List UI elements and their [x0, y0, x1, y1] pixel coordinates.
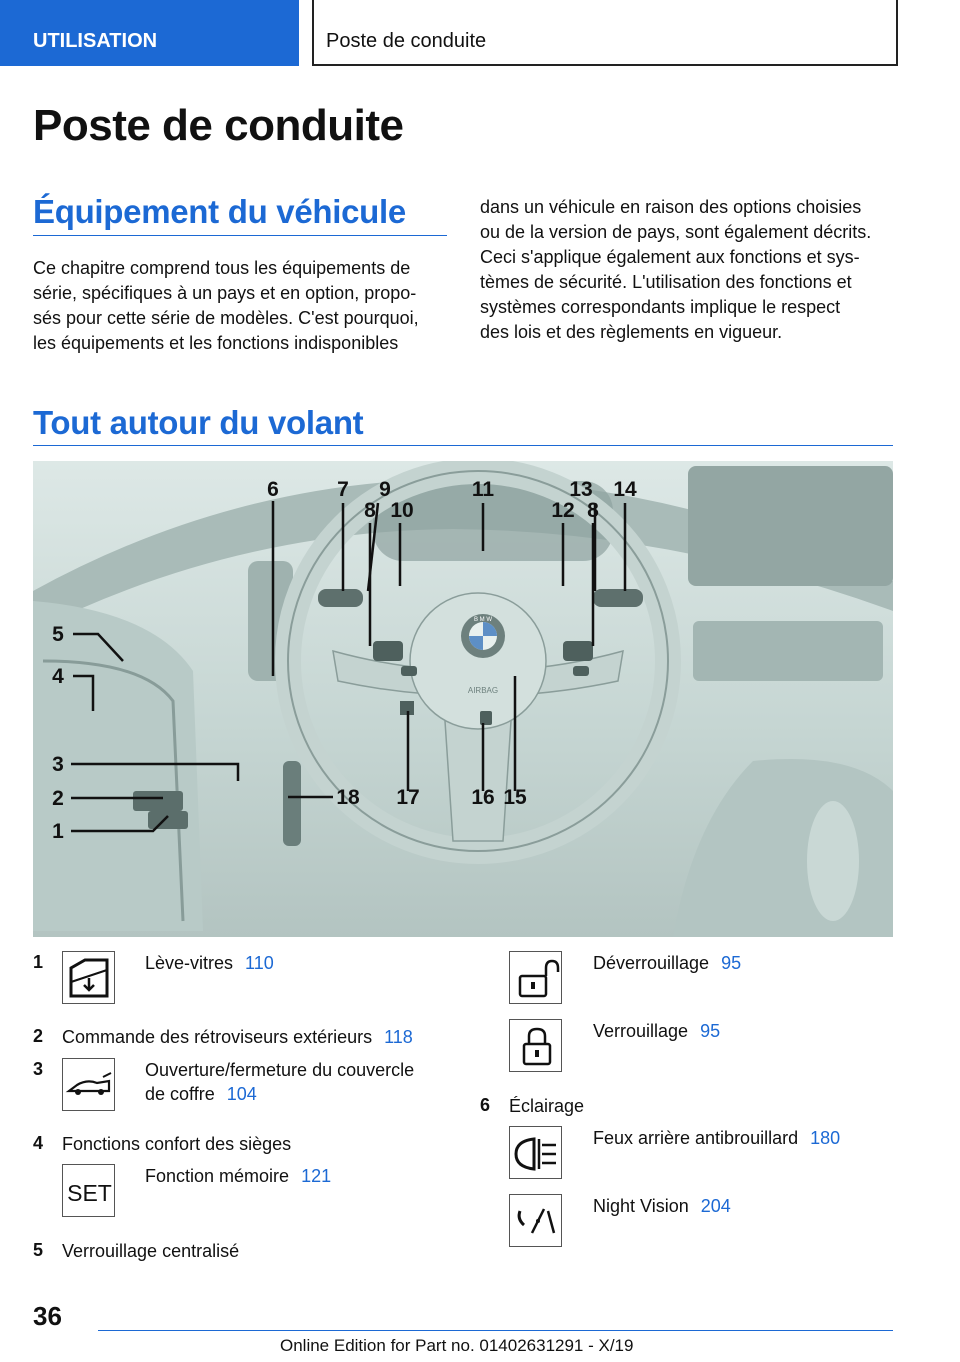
item-label: Verrouillage centralisé: [62, 1241, 240, 1261]
text-line: ou de la version de pays, sont également décrits.: [480, 222, 872, 242]
set-icon: [62, 1164, 115, 1217]
text-line: des lois et des règlements en vigueur.: [480, 322, 783, 342]
window-lifter-icon: [62, 951, 115, 1004]
callout-number: 1: [52, 820, 64, 843]
unlock-icon: [509, 951, 562, 1004]
heading-rule: [33, 445, 893, 446]
page-title: Poste de conduite: [33, 101, 404, 150]
callout-number: 16: [471, 786, 495, 809]
list-item: [145, 951, 274, 975]
edition-footer: Online Edition for Part no. 01402631291 - X/19: [280, 1336, 634, 1355]
callout-number: 5: [52, 623, 64, 646]
text-line: Ceci s'applique également aux fonctions et sys-: [480, 247, 860, 267]
set-icon-text: SET: [67, 1180, 112, 1206]
callout-number: 2: [52, 787, 64, 810]
rear-fog-light-icon: [509, 1126, 562, 1179]
section-heading-equipment: Équipement du véhicule: [33, 193, 406, 230]
item-label: Fonctions confort des sièges: [62, 1134, 292, 1154]
page-link[interactable]: 104: [226, 1084, 257, 1104]
list-item: [62, 1239, 239, 1263]
item-label: Ouverture/fermeture du couvercle: [145, 1060, 415, 1080]
intro-paragraph-left: [33, 256, 419, 356]
item-label: Commande des rétroviseurs extérieurs: [62, 1027, 373, 1047]
callout-number: 13: [569, 478, 593, 501]
text-line: sés pour cette série de modèles. C'est pourquoi,: [33, 308, 419, 328]
callout-number: 4: [52, 665, 64, 688]
item-number: 1: [33, 952, 44, 972]
text-line: série, spécifiques à un pays et en option, propo-: [33, 283, 417, 303]
list-item: [593, 1194, 731, 1218]
list-item: [145, 1058, 414, 1106]
callout-number: 17: [396, 786, 420, 809]
page-link[interactable]: 95: [721, 953, 742, 973]
chapter-tab: [312, 0, 898, 66]
item-number: 3: [33, 1059, 44, 1079]
page-link[interactable]: 110: [245, 953, 274, 973]
item-number: 5: [33, 1240, 44, 1260]
intro-paragraph-right: [480, 195, 871, 345]
callout-number: 15: [503, 786, 527, 809]
bmw-logo-text: B M W: [474, 617, 492, 623]
callout-number: 6: [267, 478, 279, 501]
lock-icon: [509, 1019, 562, 1072]
section-tab-label: UTILISATION: [33, 30, 158, 52]
trunk-icon: [62, 1058, 115, 1111]
callout-number: 8: [364, 499, 376, 522]
night-vision-icon: [509, 1194, 562, 1247]
callout-number: 11: [471, 478, 495, 501]
section-heading-steering: Tout autour du volant: [33, 404, 364, 441]
item-number: 4: [33, 1133, 44, 1153]
text-line: dans un véhicule en raison des options choisies: [480, 197, 862, 217]
page-link[interactable]: 95: [700, 1021, 721, 1041]
item-label: Feux arrière antibrouillard: [593, 1128, 799, 1148]
page-link[interactable]: 121: [301, 1166, 332, 1186]
item-label: Déverrouillage: [593, 953, 710, 973]
section-tab[interactable]: [0, 0, 299, 66]
list-item: [62, 1025, 413, 1049]
item-number: 6: [480, 1095, 491, 1115]
callout-number: 12: [551, 499, 575, 522]
callout-number: 18: [336, 786, 360, 809]
text-line: les équipements et les fonctions indisponibles: [33, 333, 399, 353]
callout-number: 9: [379, 478, 391, 501]
item-label: de coffre: [145, 1084, 215, 1104]
item-label: Fonction mémoire: [145, 1166, 290, 1186]
page-link[interactable]: 118: [384, 1027, 413, 1047]
callout-number: 10: [390, 499, 414, 522]
list-item: [593, 1126, 840, 1150]
callout-number: 7: [337, 478, 349, 501]
item-label: Éclairage: [509, 1096, 585, 1116]
text-line: Ce chapitre comprend tous les équipements de: [33, 258, 411, 278]
text-line: systèmes correspondants implique le respect: [480, 297, 841, 317]
list-item: [62, 1132, 291, 1156]
item-number: 2: [33, 1026, 44, 1046]
callout-number: 14: [613, 478, 637, 501]
callout-number: 8: [587, 499, 599, 522]
footer-rule: [98, 1330, 893, 1331]
page-link[interactable]: 180: [810, 1128, 841, 1148]
page-number: 36: [33, 1301, 62, 1331]
list-item: [593, 951, 741, 975]
heading-rule: [33, 235, 447, 236]
chapter-tab-label: Poste de conduite: [326, 30, 487, 52]
item-label: Night Vision: [593, 1196, 689, 1216]
airbag-text: AIRBAG: [467, 686, 499, 695]
list-item: [593, 1019, 720, 1043]
item-label: Lève-vitres: [145, 953, 234, 973]
text-line: tèmes de sécurité. L'utilisation des fonctions et: [480, 272, 852, 292]
item-label: Verrouillage: [593, 1021, 689, 1041]
list-item: [145, 1164, 331, 1188]
callout-number: 3: [52, 753, 64, 776]
page-link[interactable]: 204: [700, 1196, 731, 1216]
list-item: [509, 1094, 584, 1118]
cockpit-illustration: [33, 461, 893, 937]
